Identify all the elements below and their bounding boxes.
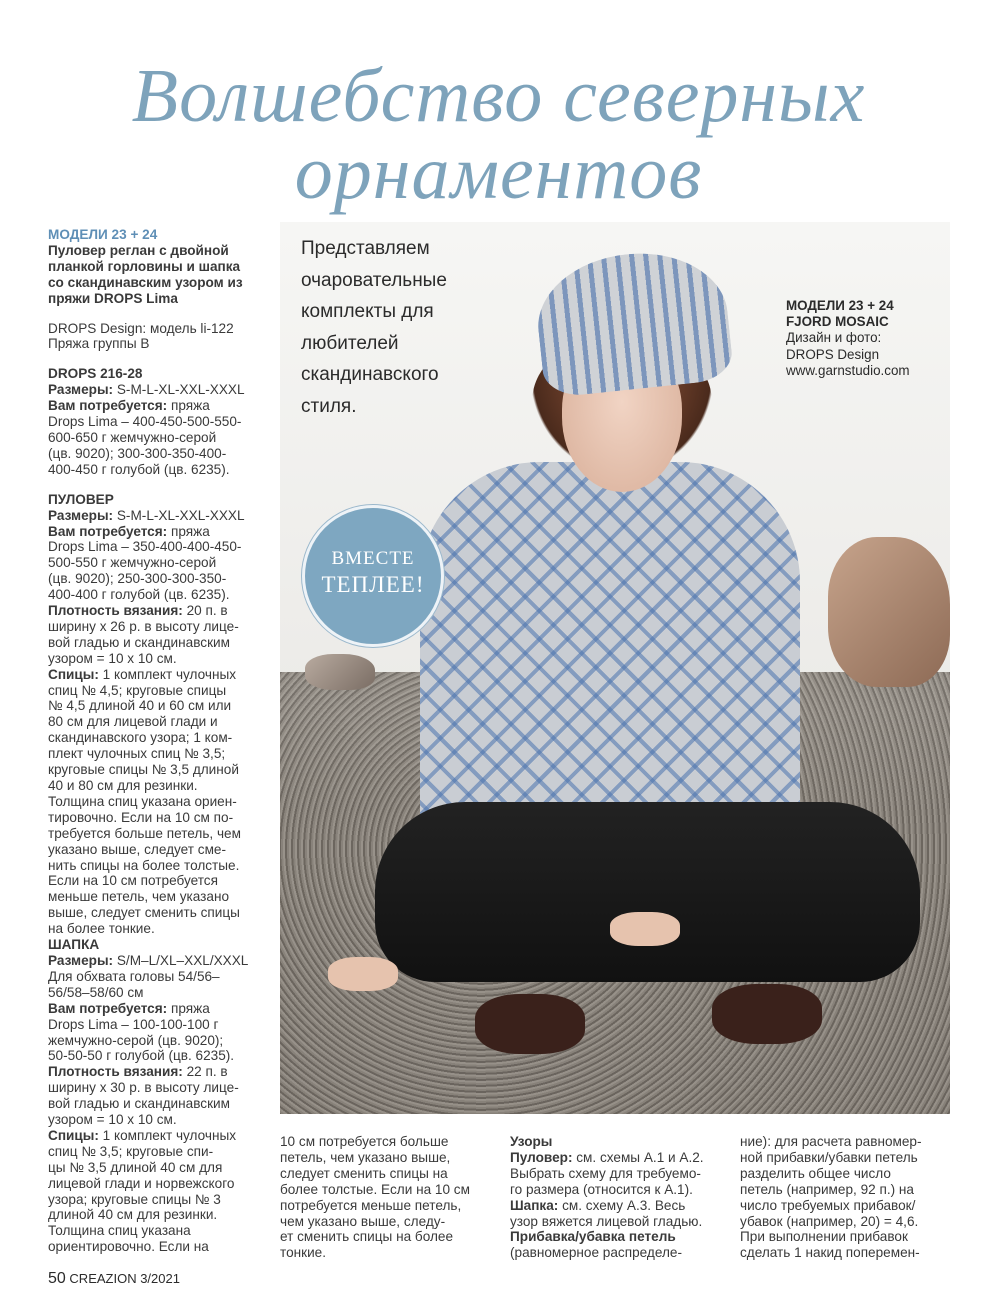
text-line: Для обхвата головы 54/56– — [48, 968, 220, 984]
text-line: круговые спицы № 3,5 длиной — [48, 762, 239, 778]
text-line-value: 20 п. в — [182, 603, 228, 619]
text-line: DROPS Design: модель li-122 — [48, 320, 234, 336]
text-line: убавок (например, 20) = 4,6. — [740, 1213, 919, 1229]
text-line: чем указано выше, следу- — [280, 1213, 446, 1229]
text-line-value: 1 комплект чулочных — [98, 666, 237, 682]
intro-line: очаровательные — [301, 269, 447, 291]
text-line: спиц № 4,5; круговые спицы — [48, 682, 227, 698]
text-line: на более тонкие. — [48, 921, 155, 937]
text-line: тонкие. — [280, 1245, 327, 1261]
text-line-label: Пуловер: — [510, 1149, 573, 1165]
credit-design-label: Дизайн и фото: — [786, 330, 882, 346]
text-line-label: Размеры: — [48, 507, 114, 523]
text-line: сделать 1 накид поперемен- — [740, 1245, 920, 1261]
text-line — [510, 1150, 725, 1166]
text-line: 10 см потребуется больше — [280, 1134, 449, 1149]
photo-hand-right — [610, 912, 680, 946]
text-line: ет сменить спицы на более — [280, 1229, 454, 1245]
text-line: нить спицы на более толстые. — [48, 857, 240, 873]
text-line-value: S-M-L-XL-XXL-XXXL — [113, 382, 245, 398]
text-line-label: Спицы: — [48, 1127, 99, 1143]
text-line: 50-50-50 г голубой (цв. 6235). — [48, 1048, 235, 1064]
text-line: потребуется меньше петель, — [280, 1197, 462, 1213]
text-line: узор вяжется лицевой гладью. — [510, 1213, 703, 1229]
photo-boot-right — [712, 984, 822, 1044]
text-line: требуется больше петель, чем — [48, 825, 241, 841]
text-line: Если на 10 см потребуется — [48, 873, 218, 889]
text-line-value: S/M–L/XL–XXL/XXXL — [113, 952, 249, 968]
warmer-together-badge — [302, 505, 444, 647]
text-line: Пряжа группы B — [48, 336, 150, 352]
text-line: плект чулочных спиц № 3,5; — [48, 746, 226, 762]
text-line: 400-400 г голубой (цв. 6235). — [48, 587, 230, 603]
text-line — [48, 382, 263, 398]
text-line: 40 и 80 см для резинки. — [48, 778, 198, 793]
text-line: (равномерное распределе- — [510, 1245, 682, 1261]
text-line: 56/58–58/60 см — [48, 984, 144, 1000]
photo-boot-left — [475, 994, 585, 1054]
text-line — [48, 398, 263, 414]
text-line: 600-650 г жемчужно-серой — [48, 429, 217, 445]
text-line: вой гладью и скандинавским — [48, 1096, 230, 1112]
text-line-value: S-M-L-XL-XXL-XXXL — [113, 507, 245, 523]
text-line: выше, следует сменить спицы — [48, 905, 240, 921]
text-line: ширину х 26 р. в высоту лице- — [48, 618, 239, 634]
badge-line-1: ВМЕСТЕ — [331, 548, 415, 569]
text-line: DROPS 216-28 — [48, 366, 143, 382]
text-line: ние): для расчета равномер- — [740, 1134, 922, 1149]
text-line: МОДЕЛИ 23 + 24 — [48, 227, 158, 242]
text-line: со скандинавским узором из — [48, 274, 243, 290]
text-line-label: Плотность вязания: — [48, 603, 183, 619]
text-line: 80 см для лицевой глади и — [48, 714, 218, 730]
photo-pants — [375, 802, 920, 982]
text-line: следует сменить спицы на — [280, 1165, 448, 1181]
text-line-value: пряжа — [167, 398, 210, 414]
page-title-line-2: орнаментов — [294, 131, 703, 215]
page-title-line-1: Волшебство северных — [131, 54, 866, 138]
text-line — [48, 1064, 263, 1080]
credit-design: DROPS Design — [786, 346, 880, 362]
text-column-2 — [280, 1134, 495, 1261]
text-line — [48, 953, 263, 969]
text-line: ПУЛОВЕР — [48, 491, 114, 507]
text-line-label: Вам потребуется: — [48, 398, 168, 414]
text-line: более толстые. Если на 10 см — [280, 1181, 470, 1197]
text-line — [48, 307, 263, 321]
text-line — [48, 603, 263, 619]
intro-line: стиля. — [301, 395, 357, 417]
text-line: го размера (относится к А.1). — [510, 1181, 693, 1197]
magazine-issue: CREAZION 3/2021 — [69, 1271, 180, 1286]
credit-models: МОДЕЛИ 23 + 24 — [786, 298, 894, 313]
text-line-value: см. схему А.3. Весь — [558, 1197, 686, 1213]
text-line — [48, 508, 263, 524]
text-line: пряжи DROPS Lima — [48, 290, 178, 306]
photo-rock-left — [305, 654, 375, 690]
text-line: Drops Lima – 100-100-100 г — [48, 1016, 219, 1032]
text-line: ширину х 30 р. в высоту лице- — [48, 1080, 239, 1096]
text-line: (цв. 9020); 300-300-350-400- — [48, 445, 227, 461]
text-line: разделить общее число — [740, 1165, 891, 1181]
text-line — [48, 524, 263, 540]
text-line-label: Спицы: — [48, 666, 99, 682]
text-line-value: пряжа — [167, 1000, 210, 1016]
text-line: Пуловер реглан с двойной — [48, 242, 229, 258]
text-line: Выбрать схему для требуемо- — [510, 1165, 701, 1181]
text-line: 500-550 г жемчужно-серой — [48, 555, 217, 571]
text-line: лицевой глади и норвежского — [48, 1175, 235, 1191]
text-line: № 4,5 длиной 40 и 60 см или — [48, 698, 232, 714]
text-line: ной прибавки/убавки петель — [740, 1149, 918, 1165]
text-line: меньше петель, чем указано — [48, 889, 230, 905]
text-line: (цв. 9020); 250-300-300-350- — [48, 571, 227, 587]
text-line-label: Размеры: — [48, 952, 114, 968]
text-line: Drops Lima – 350-400-400-450- — [48, 539, 242, 555]
text-line: петель (например, 92 п.) на — [740, 1181, 914, 1197]
text-line: спиц № 3,5; круговые спи- — [48, 1143, 214, 1159]
text-line: узором = 10 х 10 см. — [48, 1112, 177, 1128]
text-line — [48, 1001, 263, 1017]
text-line: узором = 10 х 10 см. — [48, 650, 177, 666]
text-line: планкой горловины и шапка — [48, 258, 241, 274]
intro-line: комплекты для — [301, 301, 434, 323]
text-line: длиной 40 см для резинки. — [48, 1207, 218, 1223]
intro-line: Представляем — [301, 238, 430, 259]
text-line: скандинавского узора; 1 ком- — [48, 730, 233, 746]
text-line: Прибавка/убавка петель — [510, 1229, 676, 1245]
text-line-value: пряжа — [167, 523, 210, 539]
text-line: При выполнении прибавок — [740, 1229, 908, 1245]
text-line-value: 22 п. в — [182, 1064, 228, 1080]
text-line: ориентировочно. Если на — [48, 1239, 209, 1255]
text-line: вой гладью и скандинавским — [48, 634, 230, 650]
text-line — [48, 667, 263, 683]
page-footer — [48, 1270, 180, 1288]
badge-line-2: ТЕПЛЕЕ! — [321, 572, 425, 597]
text-line — [48, 352, 263, 366]
credit-collection: FJORD MOSAIC — [786, 314, 889, 330]
left-text-column — [48, 227, 263, 1255]
photo-credit — [786, 298, 956, 379]
photo-rock-right — [828, 537, 950, 687]
text-line — [48, 1128, 263, 1144]
text-line-label: Размеры: — [48, 382, 114, 398]
photo-hand-left — [328, 957, 398, 991]
text-line — [48, 478, 263, 492]
intro-line: скандинавского — [301, 364, 439, 386]
text-line: петель, чем указано выше, — [280, 1149, 451, 1165]
text-line: жемчужно-серой (цв. 9020); — [48, 1032, 224, 1048]
intro-text — [301, 233, 501, 423]
text-line: 400-450 г голубой (цв. 6235). — [48, 461, 230, 477]
text-line: Толщина спиц указана — [48, 1223, 191, 1239]
page-number: 50 — [48, 1270, 66, 1287]
text-line-value: 1 комплект чулочных — [98, 1127, 237, 1143]
text-line-label: Вам потребуется: — [48, 523, 168, 539]
text-line: указано выше, следует сме- — [48, 841, 227, 857]
text-line: Drops Lima – 400-450-500-550- — [48, 414, 242, 430]
text-line: Толщина спиц указана ориен- — [48, 793, 237, 809]
text-line: цы № 3,5 длиной 40 см для — [48, 1159, 223, 1175]
text-line — [510, 1198, 725, 1214]
text-line: Узоры — [510, 1134, 553, 1149]
intro-line: любителей — [301, 332, 399, 354]
text-line-label: Шапка: — [510, 1197, 559, 1213]
text-line-value: см. схемы А.1 и А.2. — [572, 1149, 704, 1165]
text-line: число требуемых прибавок/ — [740, 1197, 916, 1213]
text-column-4 — [740, 1134, 955, 1261]
text-column-3 — [510, 1134, 725, 1261]
text-line-label: Плотность вязания: — [48, 1064, 183, 1080]
text-line: узора; круговые спицы № 3 — [48, 1191, 221, 1207]
text-line: ШАПКА — [48, 937, 100, 953]
text-line: тировочно. Если на 10 см по- — [48, 809, 234, 825]
text-line-label: Вам потребуется: — [48, 1000, 168, 1016]
credit-website: www.garnstudio.com — [786, 362, 910, 378]
